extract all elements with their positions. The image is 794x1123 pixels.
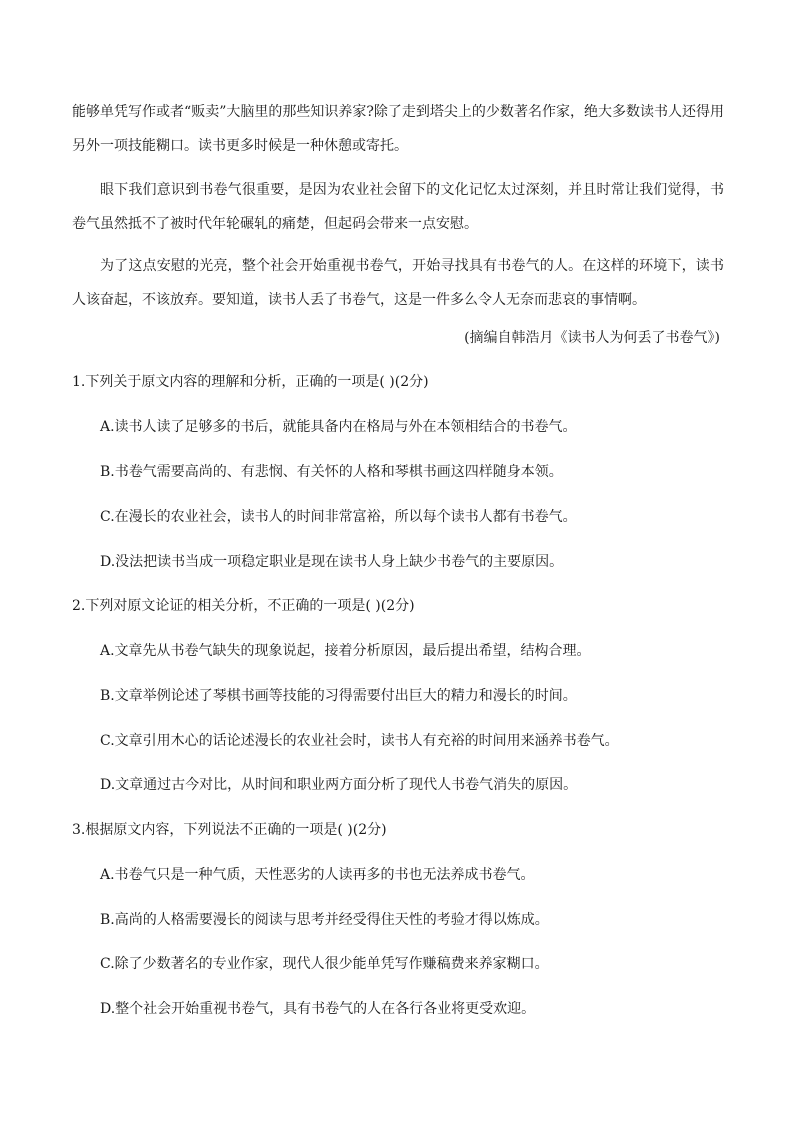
- question-2-option-c: C.文章引用木心的话论述漫长的农业社会时，读书人有充裕的时间用来涵养书卷气。: [100, 733, 619, 749]
- passage-paragraph-2: 眼下我们意识到书卷气很重要，是因为农业社会留下的文化记忆太过深刻，并且时常让我们觉得，书卷气虽然抵不了被时代年轮碾轧的痛楚，但起码会带来一点安慰。: [72, 182, 724, 232]
- question-1-stem: 1.下列关于原文内容的理解和分析，正确的一项是( )(2分): [72, 374, 429, 390]
- question-1-option-d: D.没法把读书当成一项稳定职业是现在读书人身上缺少书卷气的主要原因。: [100, 554, 564, 570]
- question-2-option-a: A.文章先从书卷气缺失的现象说起，接着分析原因，最后提出希望，结构合理。: [100, 643, 591, 659]
- question-2-stem: 2.下列对原文论证的相关分析，不正确的一项是( )(2分): [72, 598, 415, 614]
- question-2-option-d: D.文章通过古今对比，从时间和职业两方面分析了现代人书卷气消失的原因。: [100, 777, 578, 793]
- passage-source: (摘编自韩浩月《读书人为何丢了书卷气》): [464, 330, 720, 346]
- passage-paragraph-1: 能够单凭写作或者“贩卖”大脑里的那些知识养家?除了走到塔尖上的少数著名作家，绝大多数读书人还得用另外一项技能糊口。读书更多时候是一种休憩或寄托。: [72, 104, 724, 154]
- question-3-option-a: A.书卷气只是一种气质，天性恶劣的人读再多的书也无法养成书卷气。: [100, 867, 535, 883]
- question-1-option-a: A.读书人读了足够多的书后，就能具备内在格局与外在本领相结合的书卷气。: [100, 419, 577, 435]
- question-1-option-c: C.在漫长的农业社会，读书人的时间非常富裕，所以每个读书人都有书卷气。: [100, 509, 577, 525]
- question-3-option-b: B.高尚的人格需要漫长的阅读与思考并经受得住天性的考验才得以炼成。: [100, 912, 549, 928]
- question-3-option-c: C.除了少数著名的专业作家，现代人很少能单凭写作赚稿费来养家糊口。: [100, 956, 549, 972]
- question-3-option-d: D.整个社会开始重视书卷气，具有书卷气的人在各行各业将更受欢迎。: [100, 1001, 536, 1017]
- question-3-stem: 3.根据原文内容，下列说法不正确的一项是( )(2分): [72, 822, 387, 838]
- question-1-option-b: B.书卷气需要高尚的、有悲悯、有关怀的人格和琴棋书画这四样随身本领。: [100, 464, 563, 480]
- question-2-option-b: B.文章举例论述了琴棋书画等技能的习得需要付出巨大的精力和漫长的时间。: [100, 688, 577, 704]
- passage-paragraph-3: 为了这点安慰的光亮，整个社会开始重视书卷气，开始寻找具有书卷气的人。在这样的环境下，读书人该奋起，不该放弃。要知道，读书人丢了书卷气，这是一件多么令人无奈而悲哀的事情啊。: [72, 258, 724, 308]
